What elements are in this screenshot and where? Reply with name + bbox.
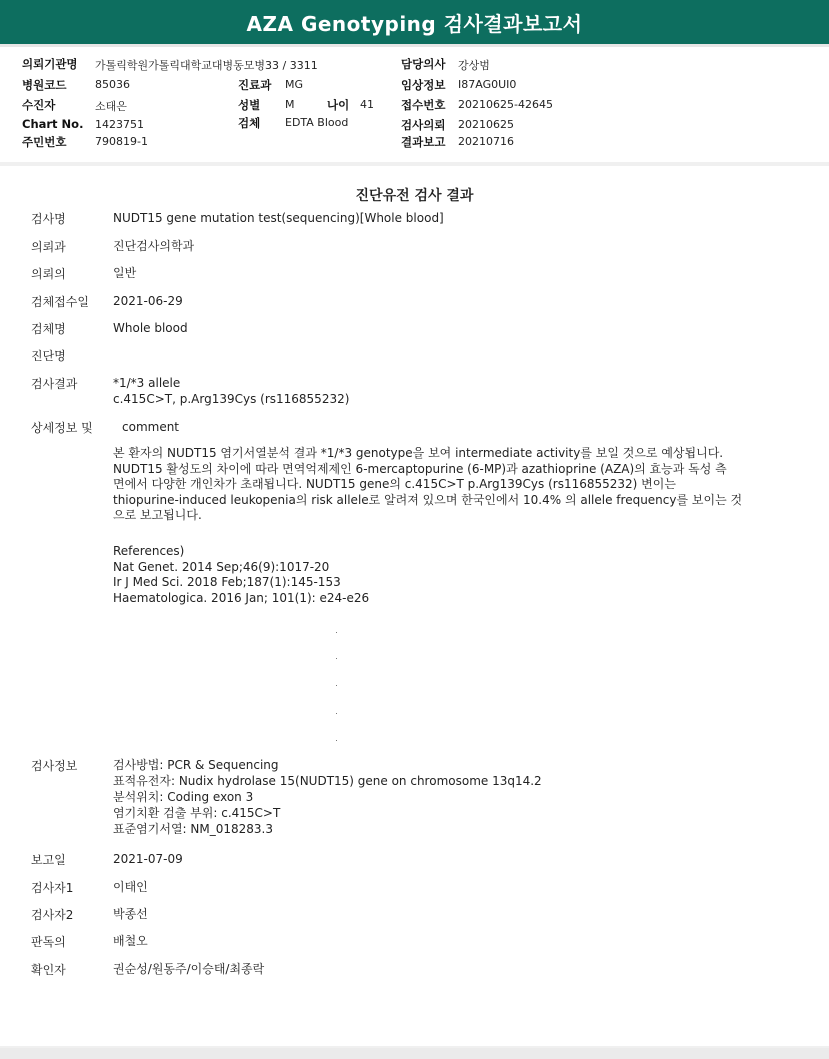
confirmer-value: 권순성/원동주/이승태/최종락: [113, 962, 265, 976]
report-date-label: 결과보고: [401, 135, 446, 149]
spacer-dot: [336, 685, 337, 686]
specimen-label: 검체: [238, 116, 261, 130]
reference-heading: References): [113, 544, 185, 558]
report-date-value: 20210716: [458, 135, 514, 148]
tester2-value: 박종선: [113, 907, 148, 921]
reference-item: Ir J Med Sci. 2018 Feb;187(1):145-153: [113, 575, 341, 589]
clinical-info-value: I87AG0UI0: [458, 78, 517, 91]
received-date-label: 검체접수일: [31, 295, 89, 309]
institution-label: 의뢰기관명: [22, 57, 78, 71]
doctor-value: 강상범: [458, 59, 490, 72]
rrn-label: 주민번호: [22, 135, 67, 149]
result-label: 검사결과: [31, 377, 78, 391]
test-info-line: 표적유전자: Nudix hydrolase 15(NUDT15) gene on chromosome 13q14.2: [113, 774, 542, 788]
chart-no-label: Chart No.: [22, 117, 84, 131]
patient-value: 소태은: [95, 100, 127, 113]
test-info-line: 검사방법: PCR & Sequencing: [113, 758, 279, 772]
comment-line: 으로 보고됩니다.: [113, 508, 202, 522]
chart-no-value: 1423751: [95, 118, 144, 131]
spacer-dot: [336, 713, 337, 714]
reference-item: Haematologica. 2016 Jan; 101(1): e24-e26: [113, 590, 370, 605]
report-day-label: 보고일: [31, 853, 66, 867]
test-name-value: NUDT15 gene mutation test(sequencing)[Whole blood]: [113, 211, 444, 225]
tester2-label: 검사자2: [31, 908, 74, 922]
specimen-value: EDTA Blood: [285, 116, 349, 129]
age-label: 나이: [327, 98, 350, 112]
reader-value: 배철오: [113, 934, 148, 948]
comment-line: 본 환자의 NUDT15 염기서열분석 결과 *1/*3 genotype을 보여 intermediate activity를 보일 것으로 예상됩니다.: [113, 446, 724, 460]
sex-value: M: [285, 98, 295, 111]
receipt-no-label: 접수번호: [401, 98, 446, 112]
comment-line: 면에서 다양한 개인차가 초래됩니다. NUDT15 gene의 c.415C>T p.Arg139Cys (rs116855232) 변이는: [113, 477, 676, 491]
req-dept-value: 진단검사의학과: [113, 239, 195, 253]
comment-paragraph: [113, 446, 783, 524]
test-info-label: 검사정보: [31, 759, 78, 773]
confirmer-label: 확인자: [31, 963, 66, 977]
clinical-info-label: 임상정보: [401, 78, 446, 92]
received-date-value: 2021-06-29: [113, 294, 183, 308]
req-doctor-label: 의뢰의: [31, 267, 66, 281]
references: [113, 544, 369, 606]
doctor-label: 담당의사: [401, 57, 446, 71]
result-line-1: *1/*3 allele: [113, 376, 181, 390]
sex-label: 성별: [238, 98, 261, 112]
comment-line: NUDT15 활성도의 차이에 따라 면역억제제인 6-mercaptopurine (6-MP)과 azathioprine (AZA)의 효능과 독성 측: [113, 461, 727, 476]
reference-item: Nat Genet. 2014 Sep;46(9):1017-20: [113, 559, 330, 574]
reader-label: 판독의: [31, 935, 66, 949]
test-info-line: 염기치환 검출 부위: c.415C>T: [113, 806, 281, 820]
test-info-line: 표준염기서열: NM_018283.3: [113, 822, 273, 836]
request-date-label: 검사의뢰: [401, 118, 446, 132]
comment-line: thiopurine-induced leukopenia의 risk allele로 알려져 있으며 한국인에서 10.4% 의 allele frequency를 보이는 것: [113, 492, 743, 507]
test-name-label: 검사명: [31, 212, 66, 226]
dept-value: MG: [285, 78, 304, 91]
institution-value: 가톨릭학원가톨릭대학교대병동모병33 / 3311: [95, 59, 318, 72]
spacer-dot: [336, 632, 337, 633]
report-header-band: [0, 0, 829, 47]
hospital-code-value: 85036: [95, 78, 130, 91]
request-date-value: 20210625: [458, 118, 514, 131]
receipt-no-value: 20210625-42645: [458, 98, 553, 111]
spacer-dot: [336, 740, 337, 741]
spacer-dot: [336, 658, 337, 659]
tester1-label: 검사자1: [31, 881, 74, 895]
req-dept-label: 의뢰과: [31, 240, 66, 254]
test-info-line: 분석위치: Coding exon 3: [113, 790, 254, 804]
diagnosis-label: 진단명: [31, 349, 66, 363]
rrn-value: 790819-1: [95, 135, 148, 148]
specimen-name-value: Whole blood: [113, 321, 188, 335]
dept-label: 진료과: [238, 78, 272, 92]
tester1-value: 이태인: [113, 880, 148, 894]
comment-word: comment: [122, 420, 180, 434]
result-line-2: c.415C>T, p.Arg139Cys (rs116855232): [113, 392, 350, 406]
bottom-strip: [0, 1048, 829, 1059]
report-day-value: 2021-07-09: [113, 852, 183, 866]
req-doctor-value: 일반: [113, 266, 137, 280]
specimen-name-label: 검체명: [31, 322, 66, 336]
age-value: 41: [360, 98, 374, 111]
test-info-block: [113, 757, 542, 837]
comment-label: 상세정보 및: [31, 421, 93, 435]
result-title: 진단유전 검사 결과: [355, 188, 474, 204]
hospital-code-label: 병원코드: [22, 78, 67, 92]
report-header-title: AZA Genotyping 검사결과보고서: [246, 12, 583, 36]
patient-label: 수진자: [22, 98, 56, 112]
